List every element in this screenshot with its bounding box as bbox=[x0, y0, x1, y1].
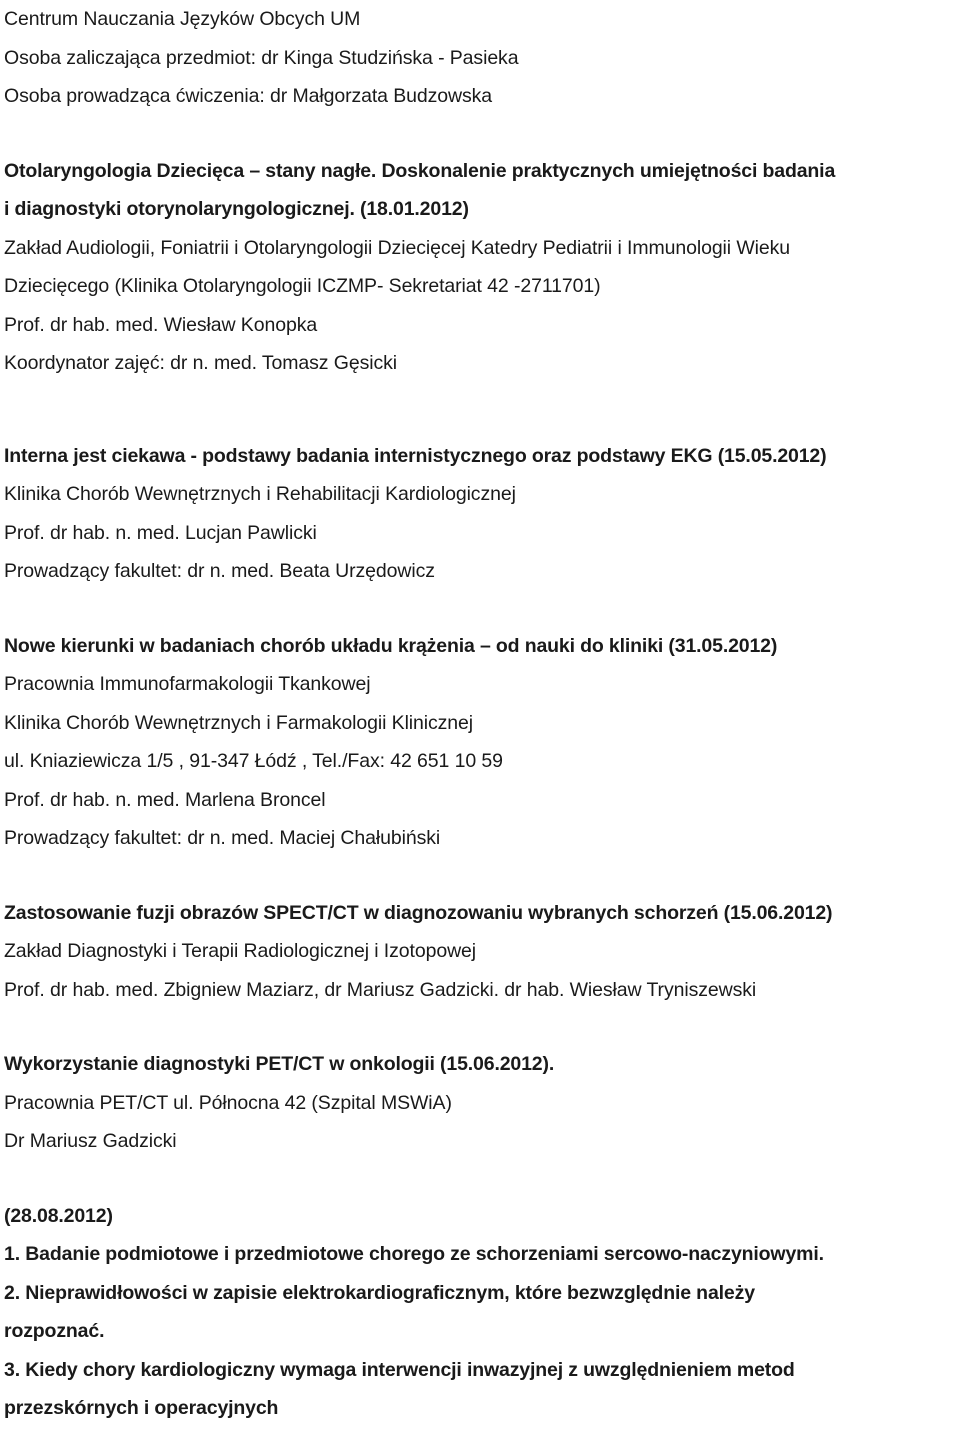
course-title: Nowe kierunki w badaniach chorób układu krążenia – od nauki do kliniki (31.05.2012) bbox=[4, 634, 778, 657]
topic-item: 3. Kiedy chory kardiologiczny wymaga interwencji inwazyjnej z uwzględnieniem metod bbox=[4, 1358, 795, 1381]
course-section bbox=[4, 894, 956, 1010]
final-section bbox=[4, 1197, 956, 1428]
course-section bbox=[4, 1045, 956, 1161]
grading-person: Osoba zaliczająca przedmiot: dr Kinga Studzińska - Pasieka bbox=[4, 46, 519, 69]
topic-item: przezskórnych i operacyjnych bbox=[4, 1397, 279, 1419]
course-title: Interna jest ciekawa - podstawy badania internistycznego oraz podstawy EKG (15.05.2012) bbox=[4, 444, 827, 467]
leading-person: Osoba prowadząca ćwiczenia: dr Małgorzata Budzowska bbox=[4, 85, 493, 107]
course-detail: Dr Mariusz Gadzicki bbox=[4, 1130, 177, 1152]
institution-name: Centrum Nauczania Języków Obcych UM bbox=[4, 8, 361, 30]
course-detail: Dziecięcego (Klinika Otolaryngologii ICZMP- Sekretariat 42 -2711701) bbox=[4, 275, 601, 297]
course-detail: ul. Kniaziewicza 1/5 , 91-347 Łódź , Tel./Fax: 42 651 10 59 bbox=[4, 750, 503, 772]
course-detail: Prowadzący fakultet: dr n. med. Maciej Chałubiński bbox=[4, 827, 441, 849]
document bbox=[4, 0, 956, 1428]
final-date: (28.08.2012) bbox=[4, 1204, 113, 1227]
course-detail: Prowadzący fakultet: dr n. med. Beata Urzędowicz bbox=[4, 560, 435, 582]
course-section bbox=[4, 437, 956, 591]
course-section bbox=[4, 627, 956, 858]
course-title: Zastosowanie fuzji obrazów SPECT/CT w diagnozowaniu wybranych schorzeń (15.06.2012) bbox=[4, 901, 833, 924]
topic-item: 2. Nieprawidłowości w zapisie elektrokardiograficznym, które bezwzględnie należy bbox=[4, 1281, 755, 1304]
course-detail: Pracownia Immunofarmakologii Tkankowej bbox=[4, 673, 371, 695]
course-detail: Koordynator zajęć: dr n. med. Tomasz Gęsicki bbox=[4, 352, 397, 374]
topic-item: rozpoznać. bbox=[4, 1320, 105, 1342]
course-detail: Prof. dr hab. n. med. Marlena Broncel bbox=[4, 788, 326, 811]
course-detail: Klinika Chorób Wewnętrznych i Rehabilitacji Kardiologicznej bbox=[4, 483, 516, 505]
course-title: Wykorzystanie diagnostyki PET/CT w onkologii (15.06.2012). bbox=[4, 1053, 555, 1075]
course-title: Otolaryngologia Dziecięca – stany nagłe. Doskonalenie praktycznych umiejętności badania bbox=[4, 159, 836, 182]
course-detail: Pracownia PET/CT ul. Północna 42 (Szpital MSWiA) bbox=[4, 1091, 452, 1114]
course-detail: Prof. dr hab. med. Zbigniew Maziarz, dr Mariusz Gadzicki. dr hab. Wiesław Tryniszewski bbox=[4, 978, 757, 1001]
course-detail: Prof. dr hab. med. Wiesław Konopka bbox=[4, 313, 318, 336]
course-detail: Zakład Audiologii, Foniatrii i Otolaryngologii Dziecięcej Katedry Pediatrii i Immunologii Wieku bbox=[4, 236, 791, 259]
course-detail: Prof. dr hab. n. med. Lucjan Pawlicki bbox=[4, 521, 317, 544]
course-section bbox=[4, 152, 956, 383]
course-title: i diagnostyki otorynolaryngologicznej. (18.01.2012) bbox=[4, 198, 469, 220]
topic-item: 1. Badanie podmiotowe i przedmiotowe chorego ze schorzeniami sercowo-naczyniowymi. bbox=[4, 1243, 824, 1265]
course-detail: Zakład Diagnostyki i Terapii Radiologicznej i Izotopowej bbox=[4, 940, 477, 962]
course-detail: Klinika Chorób Wewnętrznych i Farmakologii Klinicznej bbox=[4, 711, 474, 734]
